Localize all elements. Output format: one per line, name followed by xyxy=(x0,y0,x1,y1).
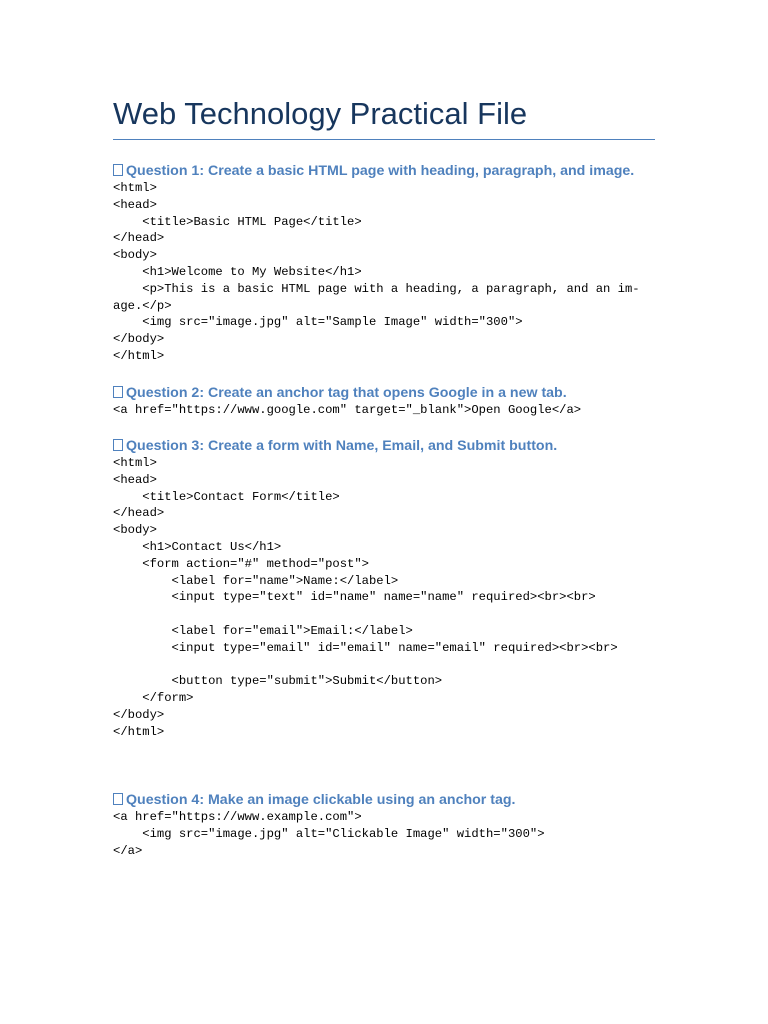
code-line: <a href="https://www.google.com" target="_blank">Open Google</a> xyxy=(113,403,582,417)
question-4 xyxy=(113,791,673,859)
question-heading-text: Question 1: Create a basic HTML page with heading, paragraph, and image. xyxy=(126,163,635,179)
code-line: </form> xyxy=(113,691,194,706)
question-heading-text: Question 4: Make an image clickable using an anchor tag. xyxy=(126,792,516,808)
question-heading xyxy=(113,791,673,809)
question-heading xyxy=(113,437,673,455)
code-line xyxy=(113,657,673,674)
code-block xyxy=(113,180,673,365)
code-line: <button type="submit">Submit</button> xyxy=(113,674,443,689)
code-line: <body> xyxy=(113,523,157,538)
code-line: <title>Basic HTML Page</title> xyxy=(113,214,362,229)
code-line: <h1>Welcome to My Website</h1> xyxy=(113,264,362,279)
missing-glyph-icon xyxy=(113,164,123,176)
code-line: <p>This is a basic HTML page with a heading, a paragraph, and an im- xyxy=(113,281,640,296)
code-line: <input type="email" id="email" name="email" required><br><br> xyxy=(113,640,618,655)
code-line: <h1>Contact Us</h1> xyxy=(113,539,282,554)
title-underline xyxy=(113,139,655,140)
missing-glyph-icon xyxy=(113,793,123,805)
document-title: Web Technology Practical File xyxy=(113,96,528,131)
code-block xyxy=(113,455,673,741)
code-line: </head> xyxy=(113,506,165,521)
code-line: <form action="#" method="post"> xyxy=(113,556,369,571)
code-block xyxy=(113,809,673,859)
missing-glyph-icon xyxy=(113,386,123,398)
code-line: </html> xyxy=(113,348,165,363)
code-line: <title>Contact Form</title> xyxy=(113,489,340,504)
code-line: <input type="text" id="name" name="name" required><br><br> xyxy=(113,590,596,605)
code-line: <body> xyxy=(113,248,157,263)
code-line: <html> xyxy=(113,456,157,470)
code-line: age.</p> xyxy=(113,298,172,313)
code-line: <html> xyxy=(113,181,157,195)
code-line: <label for="name">Name:</label> xyxy=(113,573,399,588)
question-heading xyxy=(113,384,673,402)
code-line: <a href="https://www.example.com"> xyxy=(113,810,362,824)
code-line: <label for="email">Email:</label> xyxy=(113,623,413,638)
code-block xyxy=(113,402,673,419)
question-heading-text: Question 3: Create a form with Name, Email, and Submit button. xyxy=(126,438,558,454)
missing-glyph-icon xyxy=(113,439,123,451)
code-line: </a> xyxy=(113,843,143,858)
code-line xyxy=(113,606,673,623)
code-line: </body> xyxy=(113,332,165,347)
code-line: </head> xyxy=(113,231,165,246)
code-line: <head> xyxy=(113,197,157,212)
question-2 xyxy=(113,384,673,419)
code-line: <head> xyxy=(113,472,157,487)
code-line: </html> xyxy=(113,724,165,739)
question-heading-text: Question 2: Create an anchor tag that opens Google in a new tab. xyxy=(126,385,567,401)
code-line: <img src="image.jpg" alt="Sample Image" width="300"> xyxy=(113,315,523,330)
question-3 xyxy=(113,437,673,741)
code-line: <img src="image.jpg" alt="Clickable Image" width="300"> xyxy=(113,826,545,841)
question-1 xyxy=(113,162,673,365)
question-heading xyxy=(113,162,673,180)
code-line: </body> xyxy=(113,707,165,722)
